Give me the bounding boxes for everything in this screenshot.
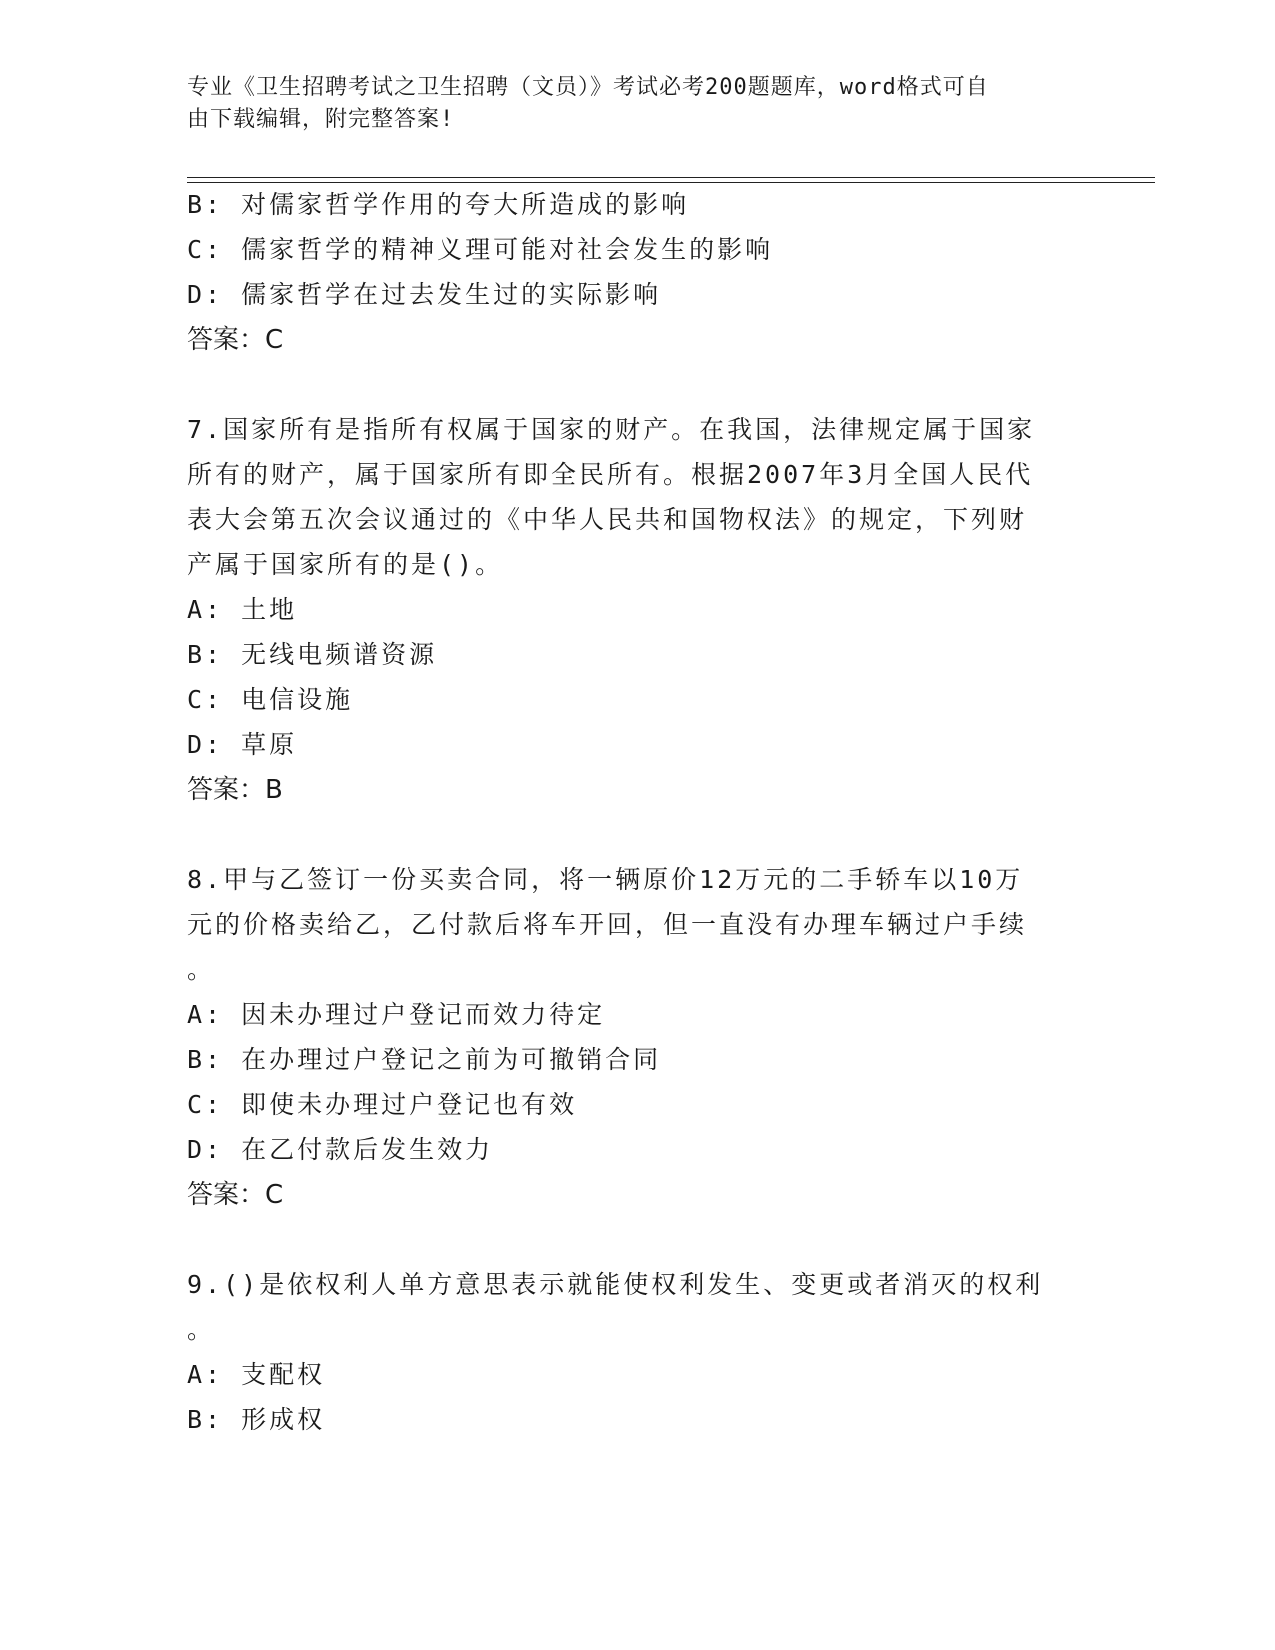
- q8-option-b: B: 在办理过户登记之前为可撤销合同: [187, 1045, 662, 1074]
- q9-stem-line-2: 。: [187, 1315, 216, 1344]
- q7-option-c: C: 电信设施: [187, 685, 354, 714]
- q9-stem-line-1: 9.()是依权利人单方意思表示就能使权利发生、变更或者消灭的权利: [187, 1270, 1044, 1299]
- q6-answer: 答案：C: [187, 325, 284, 355]
- q7-answer: 答案：B: [187, 775, 283, 805]
- document-header: [187, 72, 1067, 136]
- header-line-2: 由下载编辑，附完整答案!: [187, 107, 455, 132]
- q7-stem-line-2: 所有的财产，属于国家所有即全民所有。根据2007年3月全国人民代: [187, 460, 1034, 489]
- q8-option-a: A: 因未办理过户登记而效力待定: [187, 1000, 606, 1029]
- q6-option-b: B: 对儒家哲学作用的夸大所造成的影响: [187, 190, 690, 219]
- q7-option-b: B: 无线电频谱资源: [187, 640, 438, 669]
- q6-option-d: D: 儒家哲学在过去发生过的实际影响: [187, 280, 662, 309]
- q6-option-c: C: 儒家哲学的精神义理可能对社会发生的影响: [187, 235, 774, 264]
- q8-stem-line-3: 。: [187, 955, 216, 984]
- q8-answer: 答案：C: [187, 1180, 284, 1210]
- q8-option-c: C: 即使未办理过户登记也有效: [187, 1090, 578, 1119]
- q8-stem-line-2: 元的价格卖给乙，乙付款后将车开回，但一直没有办理车辆过户手续: [187, 910, 1028, 939]
- header-line-1: 专业《卫生招聘考试之卫生招聘（文员）》考试必考200题题库，word格式可自: [187, 75, 989, 100]
- q8-stem-line-1: 8.甲与乙签订一份买卖合同，将一辆原价12万元的二手轿车以10万: [187, 865, 1024, 894]
- q7-stem-line-3: 表大会第五次会议通过的《中华人民共和国物权法》的规定，下列财: [187, 505, 1028, 534]
- q7-option-a: A: 土地: [187, 595, 298, 624]
- q7-stem-line-4: 产属于国家所有的是()。: [187, 550, 504, 579]
- q7-stem-line-1: 7.国家所有是指所有权属于国家的财产。在我国，法律规定属于国家: [187, 415, 1036, 444]
- q8-option-d: D: 在乙付款后发生效力: [187, 1135, 494, 1164]
- q9-option-b: B: 形成权: [187, 1405, 326, 1434]
- header-rule-bottom: [187, 182, 1155, 183]
- q9-option-a: A: 支配权: [187, 1360, 326, 1389]
- header-rule-top: [187, 177, 1155, 178]
- q7-option-d: D: 草原: [187, 730, 298, 759]
